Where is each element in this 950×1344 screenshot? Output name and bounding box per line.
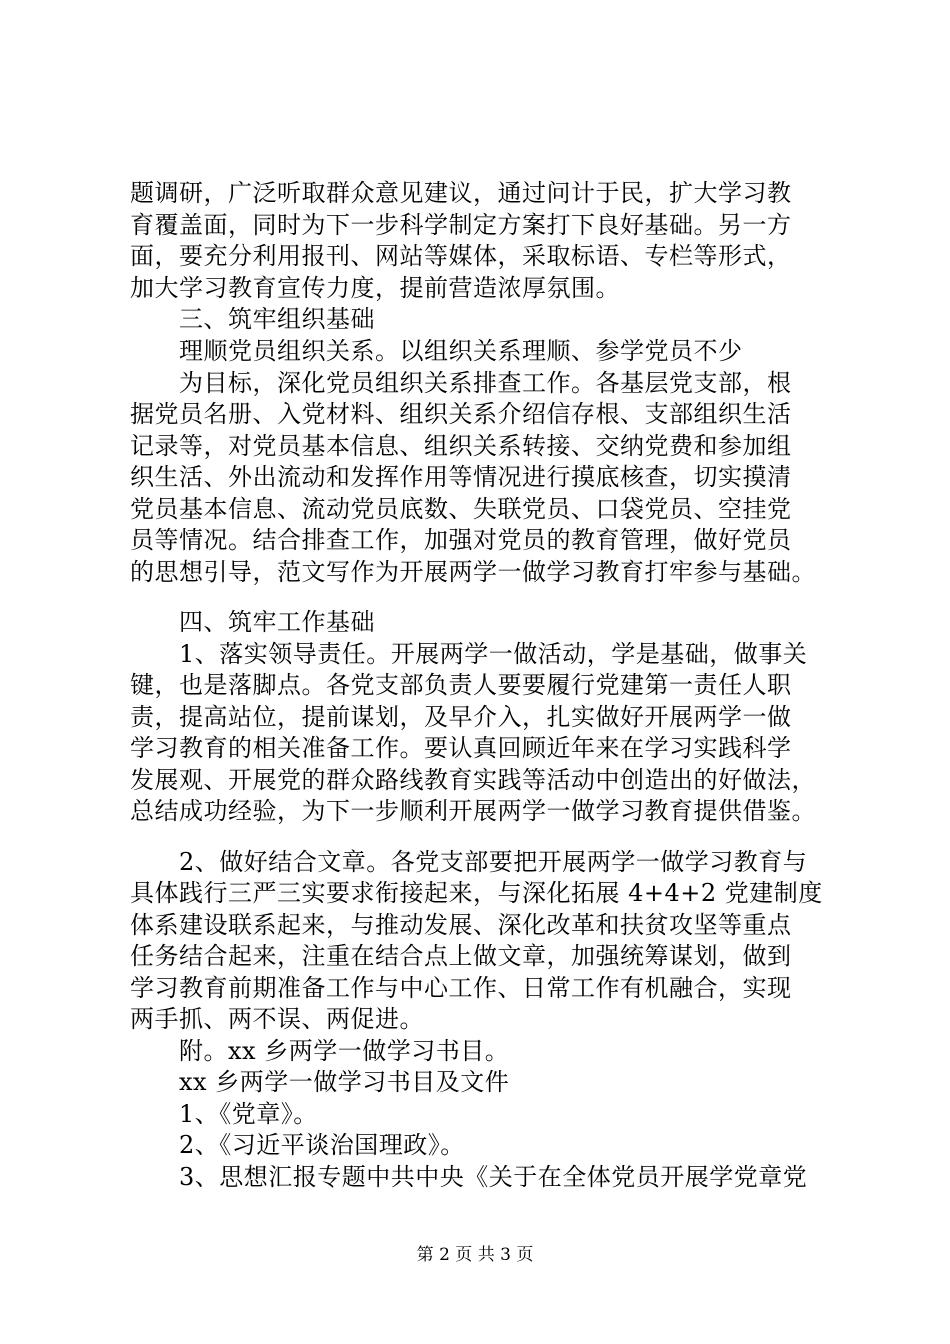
body-line: 记录等，对党员基本信息、组织关系转接、交纳党费和参加组: [130, 432, 792, 460]
body-line: 的思想引导，范文写作为开展两学一做学习教育打牢参与基础。: [130, 558, 816, 586]
body-line: 面，要充分利用报刊、网站等媒体，采取标语、专栏等形式，: [130, 242, 792, 270]
body-line: 1、落实领导责任。开展两学一做活动，学是基础，做事关: [130, 640, 808, 668]
body-line: 体系建设联系起来，与推动发展、深化改革和扶贫攻坚等重点: [130, 911, 792, 939]
body-line: 为目标，深化党员组织关系排查工作。各基层党支部，根: [130, 369, 792, 397]
body-line: 发展观、开展党的群众路线教育实践等活动中创造出的好做法，: [130, 766, 816, 794]
body-line: 两手抓、两不误、两促进。: [130, 1005, 424, 1033]
body-line: 任务结合起来，注重在结合点上做文章，加强统筹谋划，做到: [130, 942, 792, 970]
body-line: 加大学习教育宣传力度，提前营造浓厚氛围。: [130, 274, 620, 302]
body-line: 学习教育前期准备工作与中心工作、日常工作有机融合，实现: [130, 974, 792, 1002]
body-line: 学习教育的相关准备工作。要认真回顾近年来在学习实践科学: [130, 734, 792, 762]
section-heading: 三、筑牢组织基础: [130, 305, 375, 333]
body-line: 员等情况。结合排查工作，加强对党员的教育管理，做好党员: [130, 526, 792, 554]
body-line: 3、思想汇报专题中共中央《关于在全体党员开展学党章党: [130, 1163, 808, 1191]
section-heading: 四、筑牢工作基础: [130, 608, 375, 636]
body-line: 党员基本信息、流动党员底数、失联党员、口袋党员、空挂党: [130, 495, 792, 523]
body-line: 2、做好结合文章。各党支部要把开展两学一做学习教育与: [130, 848, 808, 876]
body-line: 育覆盖面，同时为下一步科学制定方案打下良好基础。另一方: [130, 211, 792, 239]
body-line: 1、《党章》。: [130, 1100, 318, 1128]
body-line: 责，提高站位，提前谋划，及早介入，扎实做好开展两学一做: [130, 703, 792, 731]
body-line: 键，也是落脚点。各党支部负责人要要履行党建第一责任人职: [130, 671, 792, 699]
body-line: 2、《习近平谈治国理政》。: [130, 1131, 465, 1159]
page-footer: 第 2 页 共 3 页: [416, 1245, 534, 1265]
body-line: 理顺党员组织关系。以组织关系理顺、参学党员不少: [130, 337, 743, 365]
body-line: 据党员名册、入党材料、组织关系介绍信存根、支部组织生活: [130, 400, 792, 428]
body-line: 总结成功经验，为下一步顺利开展两学一做学习教育提供借鉴。: [130, 797, 816, 825]
body-line: xx 乡两学一做学习书目及文件: [130, 1068, 510, 1096]
body-line: 题调研，广泛听取群众意见建议，通过问计于民，扩大学习教: [130, 179, 792, 207]
body-line: 织生活、外出流动和发挥作用等情况进行摸底核查，切实摸清: [130, 463, 792, 491]
body-line: 具体践行三严三实要求衔接起来，与深化拓展 4+4+2 党建制度: [130, 879, 823, 907]
body-line: 附。xx 乡两学一做学习书目。: [130, 1037, 510, 1065]
